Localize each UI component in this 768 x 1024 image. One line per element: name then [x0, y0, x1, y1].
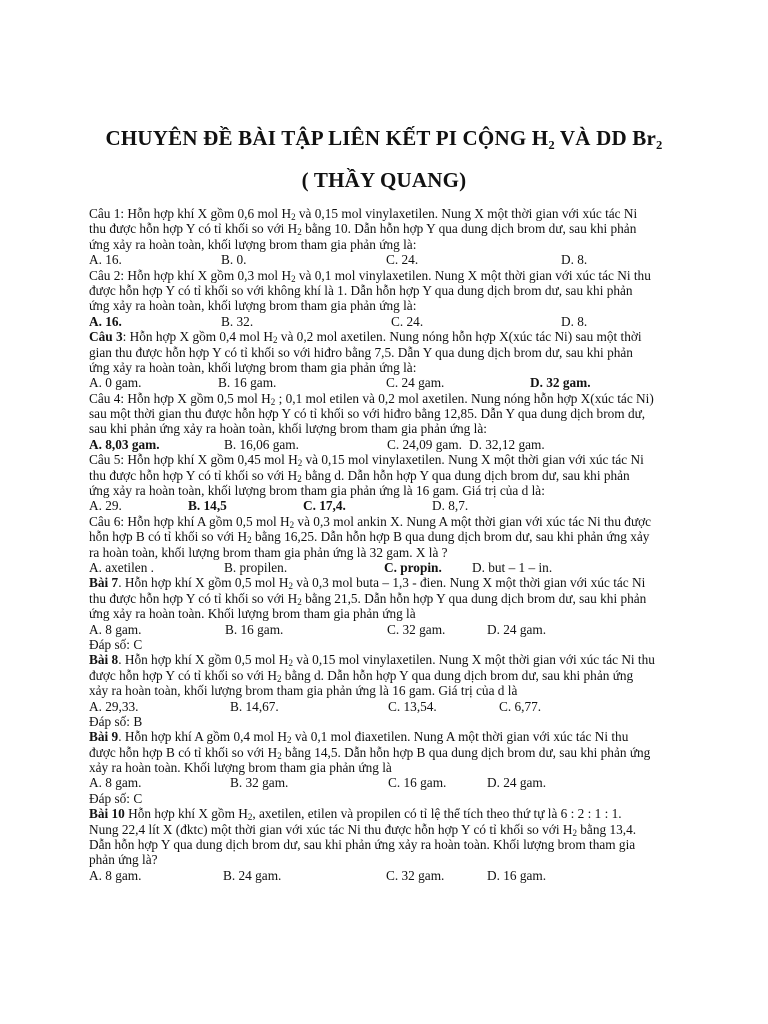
question-text-line: thu được hỗn hợp Y có tỉ khối so với $H_2$ bằng d. Dẫn hỗn hợp Y qua dung dịch brom dư, sau khi phản: [89, 467, 630, 484]
answer-option: D. 8.: [561, 313, 588, 329]
answer-option: D. but – 1 – in.: [472, 559, 553, 575]
answer-option: C. 17,4.: [303, 498, 346, 514]
answer-option: D. 16 gam.: [487, 867, 547, 883]
answer-options: [89, 868, 689, 883]
answer-options: [89, 375, 689, 390]
answer-options: [89, 699, 689, 714]
question-text-line: thu được hỗn hợp Y có tỉ khối so với $H_2$ bằng 21,5. Dẫn hỗn hợp Y qua dung dịch brom dư, sau khi phản: [89, 590, 647, 607]
answer-options: [89, 560, 689, 575]
answer-key: Đáp số: C: [89, 636, 143, 652]
answer-option: C. propin.: [384, 559, 442, 575]
answer-option: A. 29.: [89, 498, 122, 514]
answer-key: Đáp số: C: [89, 790, 143, 806]
answer-key: Đáp số: B: [89, 713, 143, 729]
answer-option: A. axetilen .: [89, 559, 154, 575]
question-text-line: thu được hỗn hợp Y có tỉ khối so với $H_2$ bằng 10. Dẫn hỗn hợp Y qua dung dịch brom dư, sau khi phản: [89, 221, 637, 238]
answer-option: A. 8 gam.: [89, 775, 142, 791]
answer-option: A. 8 gam.: [89, 621, 142, 637]
question-text-line: Nung 22,4 lít X (đktc) một thời gian với xúc tác Ni thu được hỗn hợp Y có tỉ khối so với $H_2$ bằng 13,4.: [89, 821, 637, 838]
question-text-line: Câu 1: Hỗn hợp khí X gồm 0,6 mol $H_2$ và 0,15 mol vinylaxetilen. Nung X một thời gian với xúc tác Ni: [89, 206, 638, 222]
question-4: [89, 391, 689, 453]
answer-option: C. 24 gam.: [386, 375, 445, 391]
question-text-line: Câu 6: Hỗn hợp khí A gồm 0,5 mol $H_2$ và 0,3 mol ankin X. Nung A một thời gian với xúc tác Ni thu được: [89, 513, 652, 530]
question-text-line: ứng xảy ra hoàn toàn. Khối lượng brom tham gia phản ứng là: [89, 606, 416, 622]
answer-options: [89, 314, 689, 329]
question-6: [89, 514, 689, 576]
answer-option: D. 32 gam.: [530, 375, 591, 391]
answer-option: C. 32 gam.: [386, 867, 445, 883]
question-5: [89, 452, 689, 514]
answer-option: B. 32.: [221, 313, 254, 329]
answer-option: C. 6,77.: [499, 698, 542, 714]
answer-option: B. 16 gam.: [225, 621, 284, 637]
question-text-line: phản ứng là?: [89, 852, 158, 868]
answer-option: C. 16 gam.: [388, 775, 447, 791]
answer-option: C. 24,09 gam.: [387, 436, 462, 452]
question-text-line: Bài 7. Hỗn hợp khí X gồm 0,5 mol $H_2$ và 0,3 mol buta – 1,3 - đien. Nung X một thời gian với xúc tác Ni: [89, 575, 646, 592]
question-text-line: Dẫn hỗn hợp Y qua dung dịch brom dư, sau khi phản ứng xảy ra hoàn toàn. Khối lượng brom tham gia: [89, 837, 636, 853]
question-label: Bài 10: [89, 806, 125, 822]
answer-option: C. 13,54.: [388, 698, 437, 714]
answer-option: B. 14,67.: [230, 698, 279, 714]
answer-option: B. 16,06 gam.: [224, 436, 299, 452]
question-text-line: Câu 5: Hỗn hợp khí X gồm 0,45 mol $H_2$ và 0,15 mol vinylaxetilen. Nung X một thời gian với xúc tác Ni: [89, 452, 644, 469]
answer-options: [89, 437, 689, 452]
question-label: Bài 9: [89, 729, 119, 745]
question-text-line: sau một thời gian thu được hỗn hợp Y có tỉ khối so với hiđro bằng 12,85. Dẫn Y qua dung dịch brom dư,: [89, 406, 646, 422]
question-text-line: ứng xảy ra hoàn toàn, khối lượng brom tham gia phản ứng là 16 gam. Giá trị của d là:: [89, 483, 545, 499]
page-title: CHUYÊN ĐỀ BÀI TẬP LIÊN KẾT PI CỘNG H₂ VÀ DD Br₂: [105, 126, 663, 150]
answer-option: A. 0 gam.: [89, 375, 142, 391]
answer-option: C. 32 gam.: [387, 621, 446, 637]
question-text-line: sau khi phản ứng xảy ra hoàn toàn, khối lượng brom tham gia phản ứng là:: [89, 421, 487, 437]
answer-options: [89, 252, 689, 267]
question-text-line: ứng xảy ra hoàn toàn, khối lượng brom tham gia phản ứng là:: [89, 298, 417, 314]
question-text-line: xảy ra hoàn toàn. Khối lượng brom tham gia phản ứng là: [89, 760, 392, 776]
question-text-line: được hỗn hợp B có tỉ khối so với $H_2$ bằng 14,5. Dẫn hỗn hợp B qua dung dịch brom dư, sau khi phản ứng: [89, 744, 651, 761]
answer-option: A. 8,03 gam.: [89, 436, 160, 452]
answer-options: [89, 622, 689, 637]
question-2: [89, 268, 689, 330]
answer-option: D. 8,7.: [432, 498, 469, 514]
page-subtitle: ( THẦY QUANG): [301, 168, 467, 192]
answer-option: B. 32 gam.: [230, 775, 289, 791]
answer-option: D. 32,12 gam.: [469, 436, 545, 452]
question-text-line: được hỗn hợp Y có tỉ khối so với $H_2$ bằng d. Dẫn hỗn hợp Y qua dung dịch brom dư, sau khi phản ứng: [89, 667, 634, 684]
answer-option: A. 8 gam.: [89, 867, 142, 883]
answer-option: B. 16 gam.: [218, 375, 277, 391]
question-7: [89, 575, 689, 652]
question-8: [89, 652, 689, 729]
answer-option: B. propilen.: [224, 559, 288, 575]
question-text-line: hỗn hợp B có tỉ khối so với $H_2$ bằng 16,25. Dẫn hỗn hợp B qua dung dịch brom dư, sau khi phản ứng xảy: [89, 529, 650, 546]
answer-option: C. 24.: [386, 252, 419, 268]
question-1: [89, 206, 689, 268]
answer-option: A. 16.: [89, 313, 122, 329]
question-text-line: ứng xảy ra hoàn toàn, khối lượng brom tham gia phản ứng là:: [89, 359, 417, 375]
question-label: Bài 7: [89, 575, 119, 591]
question-text-line: ứng xảy ra hoàn toàn, khối lượng brom tham gia phản ứng là:: [89, 236, 417, 252]
question-text-line: Câu 2: Hỗn hợp khí X gồm 0,3 mol $H_2$ và 0,1 mol vinylaxetilen. Nung X một thời gian với xúc tác Ni thu: [89, 267, 651, 284]
question-text-line: Câu 3: Hỗn hợp X gồm 0,4 mol $H_2$ và 0,2 mol axetilen. Nung nóng hỗn hợp X(xúc tác Ni) sau một thời: [89, 329, 642, 346]
answer-option: C. 24.: [391, 313, 424, 329]
answer-option: D. 8.: [561, 252, 588, 268]
question-10: [89, 806, 689, 883]
answer-option: A. 29,33.: [89, 698, 139, 714]
question-text-line: xảy ra hoàn toàn, khối lượng brom tham gia phản ứng là 16 gam. Giá trị của d là: [89, 683, 518, 699]
question-label: Câu 3: [89, 329, 123, 345]
question-text-line: ra hoàn toàn, khối lượng brom tham gia phản ứng là 32 gam. X là ?: [89, 544, 448, 560]
question-label: Bài 8: [89, 652, 119, 668]
question-text-line: Câu 4: Hỗn hợp X gồm 0,5 mol $H_2$ ; 0,1 mol etilen và 0,2 mol axetilen. Nung nóng hỗn hợp X(xúc tác Ni): [89, 390, 654, 407]
question-text-line: gian thu được hỗn hợp Y có tỉ khối so với hiđro bằng 7,5. Dẫn Y qua dung dịch brom dư, sau khi phản: [89, 344, 633, 360]
answer-option: B. 24 gam.: [223, 867, 282, 883]
question-9: [89, 729, 689, 806]
question-text-line: được hỗn hợp Y có tỉ khối so với không khí là 1. Dẫn hỗn hợp Y qua dung dịch brom dư, sau khi phản: [89, 282, 633, 298]
answer-option: A. 16.: [89, 252, 122, 268]
answer-option: D. 24 gam.: [487, 775, 547, 791]
answer-options: [89, 775, 689, 790]
answer-option: B. 0.: [221, 252, 247, 268]
question-3: [89, 329, 689, 391]
answer-option: D. 24 gam.: [487, 621, 547, 637]
answer-option: B. 14,5: [188, 498, 227, 514]
answer-options: [89, 498, 689, 513]
question-list: [89, 206, 689, 883]
question-text-line: Bài 8. Hỗn hợp khí X gồm 0,5 mol $H_2$ và 0,15 mol vinylaxetilen. Nung X một thời gian với xúc tác Ni thu: [89, 652, 655, 669]
question-text-line: Bài 9. Hỗn hợp khí A gồm 0,4 mol $H_2$ và 0,1 mol điaxetilen. Nung A một thời gian với xúc tác Ni thu: [89, 729, 629, 746]
question-text-line: Bài 10 Hỗn hợp khí X gồm $H_2$, axetilen, etilen và propilen có tỉ lệ thể tích theo thứ tự là 6 : 2 : 1 : 1.: [89, 806, 622, 823]
